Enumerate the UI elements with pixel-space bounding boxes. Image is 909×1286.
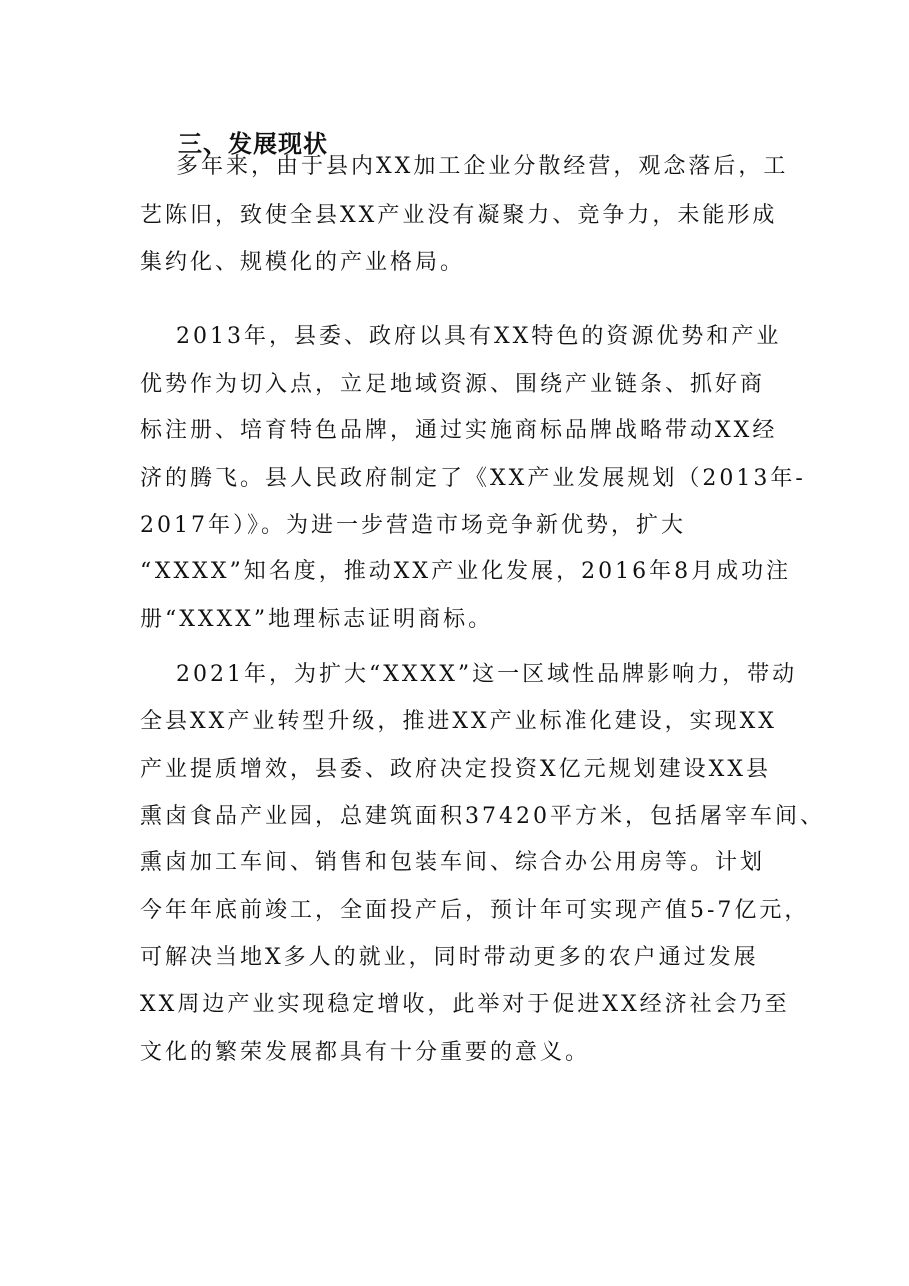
paragraph-3-line-5: 熏卤加工车间、销售和包装车间、综合办公用房等。计划: [140, 850, 766, 875]
section-heading: 三、发展现状: [178, 130, 328, 158]
paragraph-2-line-2: 优势作为切入点，立足地域资源、围绕产业链条、抓好商: [140, 372, 766, 397]
paragraph-3-line-9: 文化的繁荣发展都具有十分重要的意义。: [140, 1040, 591, 1065]
paragraph-2-line-7: 册“XXXX”地理标志证明商标。: [140, 607, 494, 632]
paragraph-3-line-4: 熏卤食品产业园，总建筑面积37420平方米，包括屠宰车间、: [140, 804, 825, 829]
paragraph-2-line-6: “XXXX”知名度，推动XX产业化发展，2016年8月成功注: [140, 559, 792, 584]
paragraph-3-line-8: XX周边产业实现稳定增收，此举对于促进XX经济社会乃至: [140, 992, 790, 1017]
paragraph-2-line-1: 2013年，县委、政府以具有XX特色的资源优势和产业: [176, 324, 782, 349]
paragraph-3-line-7: 可解决当地X多人的就业，同时带动更多的农户通过发展: [140, 945, 759, 970]
paragraph-2-line-3: 标注册、培育特色品牌，通过实施商标品牌战略带动XX经: [140, 418, 778, 443]
paragraph-3-line-6: 今年年底前竣工，全面投产后，预计年可实现产值5-7亿元，: [140, 898, 810, 923]
paragraph-1-line-3: 集约化、规模化的产业格局。: [140, 250, 466, 275]
paragraph-3-line-1: 2021年，为扩大“XXXX”这一区域性品牌影响力，带动: [176, 662, 798, 687]
paragraph-1-line-2: 艺陈旧，致使全县XX产业没有凝聚力、竞争力，未能形成: [140, 203, 778, 228]
paragraph-1-line-1: 多年来，由于县内XX加工企业分散经营，观念落后，工: [176, 154, 789, 179]
paragraph-3-line-2: 全县XX产业转型升级，推进XX产业标准化建设，实现XX: [140, 709, 777, 734]
paragraph-2-line-5: 2017年）》。为进一步营造市场竞争新优势，扩大: [140, 513, 686, 538]
paragraph-2-line-4: 济的腾飞。县人民政府制定了《XX产业发展规划（2013年-: [140, 466, 806, 491]
paragraph-3-line-3: 产业提质增效，县委、政府决定投资X亿元规划建设XX县: [140, 757, 771, 782]
